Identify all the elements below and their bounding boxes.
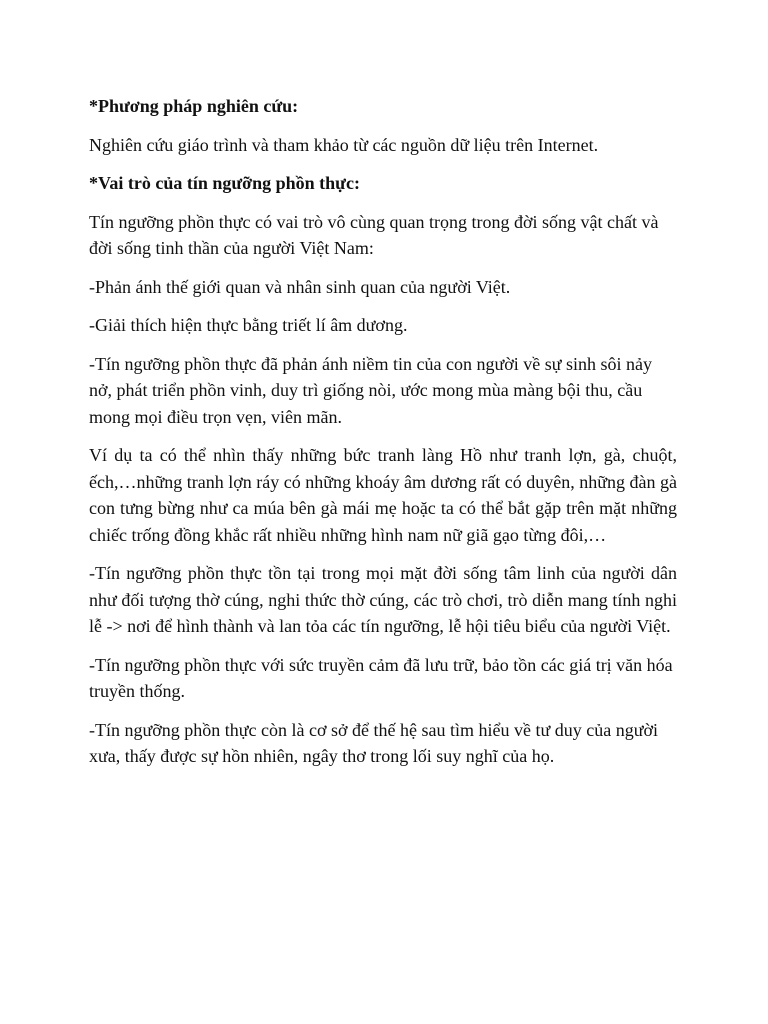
paragraph-intro: Tín ngưỡng phồn thực có vai trò vô cùng quan trọng trong đời sống vật chất và đời sống tinh thần của người Việt Nam: (89, 211, 659, 258)
paragraph-spiritual-life: -Tín ngưỡng phồn thực tồn tại trong mọi mặt đời sống tâm linh của người dân như đối tượng thờ cúng, nghi thức thờ cúng, các trò chơi, trò diễn mang tính nghi lễ -> nơi để hình thành và lan tỏa các tín ngưỡng, lễ hội tiêu biểu của người Việt. (89, 563, 677, 636)
paragraph-belief: -Tín ngưỡng phồn thực đã phản ánh niềm tin của con người về sự sinh sôi nảy nở, phát triển phồn vinh, duy trì giống nòi, ước mong mùa màng bội thu, cầu mong mọi điều trọn vẹn, viên mãn. (89, 353, 652, 427)
paragraph-preservation: -Tín ngưỡng phồn thực với sức truyền cảm đã lưu trữ, bảo tồn các giá trị văn hóa truyền thống. (89, 654, 673, 701)
paragraph-example: Ví dụ ta có thể nhìn thấy những bức tranh làng Hồ như tranh lợn, gà, chuột, ếch,…những tranh lợn ráy có những khoáy âm dương rất có duyên, những đàn gà con tưng bừng như ca múa bên gà mái mẹ hoặc ta có thể bắt gặp trên mặt những chiếc trống đồng khắc rất nhiều những hình nam nữ giã gạo từng đôi,… (89, 445, 677, 545)
paragraph-worldview: -Phản ánh thế giới quan và nhân sinh quan của người Việt. (89, 276, 511, 297)
document-page (89, 93, 677, 782)
research-method-text: Nghiên cứu giáo trình và tham khảo từ các nguồn dữ liệu trên Internet. (89, 134, 599, 155)
paragraph-foundation: -Tín ngưỡng phồn thực còn là cơ sở để thế hệ sau tìm hiểu về tư duy của người xưa, thấy được sự hồn nhiên, ngây thơ trong lối suy nghĩ của họ. (89, 719, 658, 766)
heading-research-method: *Phương pháp nghiên cứu: (89, 96, 299, 116)
paragraph-yin-yang: -Giải thích hiện thực bằng triết lí âm dương. (89, 315, 408, 335)
heading-role: *Vai trò của tín ngưỡng phồn thực: (89, 173, 360, 193)
